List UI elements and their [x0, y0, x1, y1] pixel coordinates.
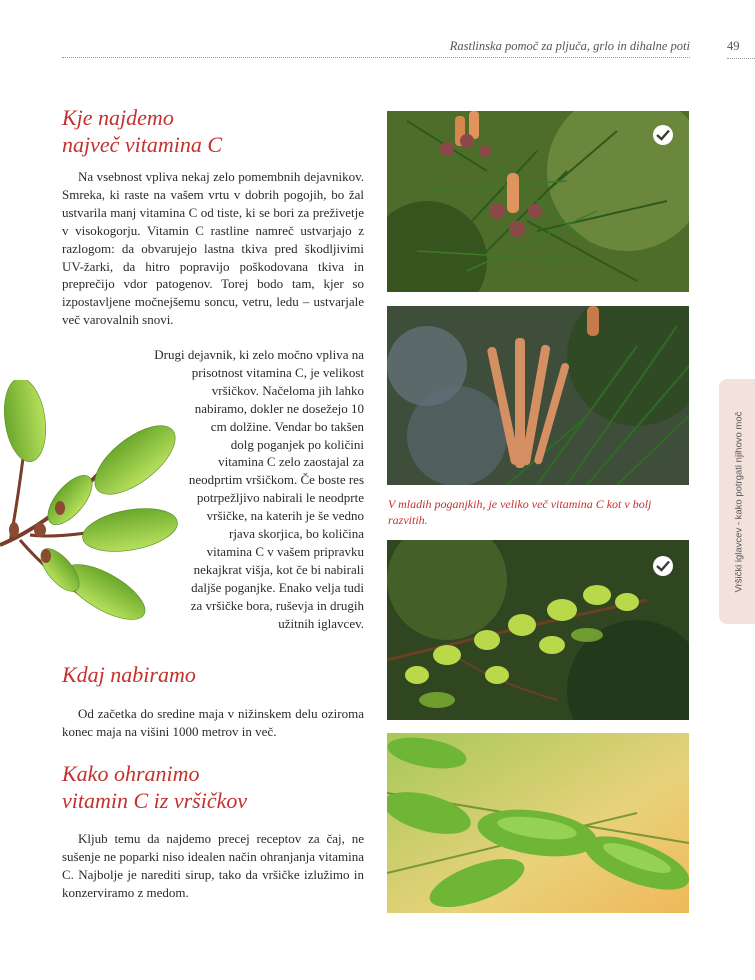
section-heading-where: Kje najdemo največ vitamina C: [62, 105, 223, 157]
section-heading-preserve: Kako ohranimo vitamin C iz vršičkov: [62, 761, 248, 813]
photo-pine-buds: [387, 111, 689, 292]
photo-spruce-tips: [387, 540, 689, 720]
paragraph-vitamin-factors: Na vsebnost vpliva nekaj zelo pomembnih dejavnikov. Smreka, ki raste na vašem vrtu v dobrih pogojih, bo žal ustvarila manj vitamina C od tiste, ki se bori za preživetje v visokogorju. Vitamin C rastline namreč ustvarjajo z razlogom: da obvarujejo lastna tkiva pred škodljivimi UV-žarki, da hitro popravijo poškodovana tkiva in preprečijo vdor patogenov. Torej bodo tam, kjer so izpostavljene močnejšemu soncu, vetru, ledu – ustvarjale več varovalnih snovi.: [62, 169, 364, 328]
running-header-title: Rastlinska pomoč za pljuča, grlo in dihalne poti: [449, 39, 690, 53]
chapter-side-tab: [719, 379, 755, 624]
page-number: 49: [727, 39, 740, 53]
check-circle-icon: [653, 125, 673, 145]
photo-pine-candles: [387, 306, 689, 485]
spruce-sprig-illustration: [0, 380, 190, 625]
header-divider: [727, 58, 755, 59]
paragraph-harvest-time: Od začetka do sredine maja v nižinskem delu oziroma konec maja na višini 1000 metrov in več.: [62, 706, 364, 739]
running-header: [62, 38, 690, 58]
photo-caption: V mladih poganjkih, je veliko več vitamina C kot v bolj razvitih.: [388, 497, 652, 527]
check-circle-icon: [653, 556, 673, 576]
paragraph-preserve: Kljub temu da najdemo precej receptov za čaj, ne sušenje ne poparki niso idealen način ohranjanja vitamina C. Najbolje je narediti sirup, tako da vršičke izlužimo in konzerviramo z medom.: [62, 831, 364, 900]
photo-spruce-shoots: [387, 733, 689, 913]
chapter-side-tab-label: Vršički iglavcev - kako potrgati njihovo moč: [733, 411, 745, 592]
section-heading-when: Kdaj nabiramo: [62, 662, 196, 687]
paragraph-shoot-size: Drugi dejavnik, ki zelo močno vpliva na prisotnost vitamina C, je velikost vršičkov. Načeloma jih lahko nabiramo, dokler ne dosežejo 10 cm dolžine. Vendar bo takšen dolg poganjek po količini vitamina C zelo zaostajal za neodprtim vršičkom. Če boste res potrpežljivo nabirali le neodprte vršičke, na katerih je še vedno rjava skorjica, bo količina vitamina C v vašem pripravku nekajkrat višja, kot če bi nabirali daljše poganjke. Enako velja tudi za vršičke bora, ruševja in drugih užitnih iglavcev.: [154, 347, 364, 631]
